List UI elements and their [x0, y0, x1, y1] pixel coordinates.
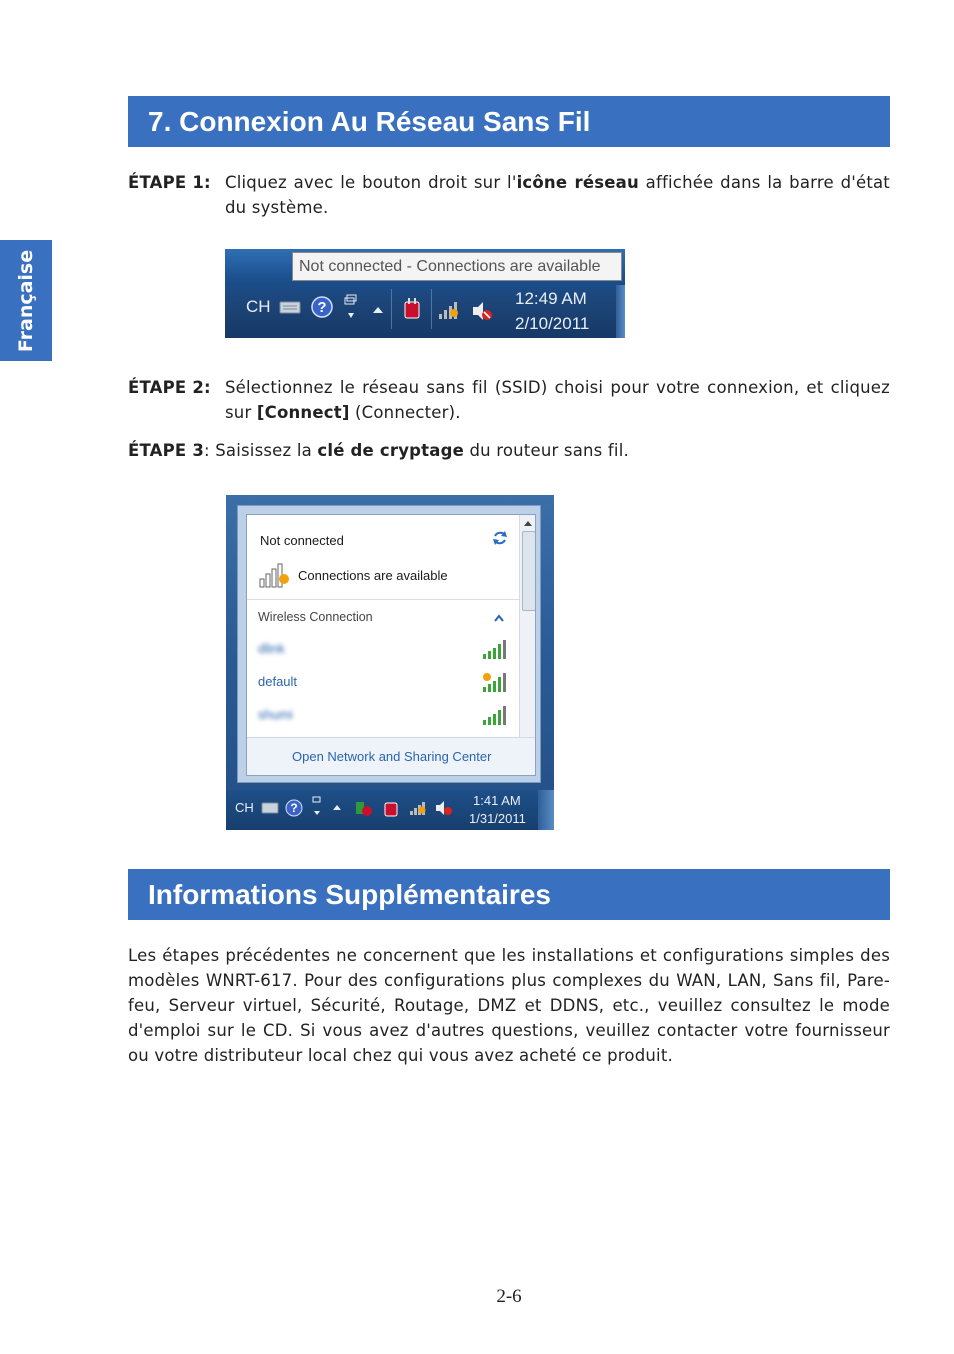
action-center-icon[interactable] [382, 798, 400, 818]
tray-time[interactable]: 12:49 AM [515, 289, 587, 308]
network-item-1[interactable] [247, 635, 519, 665]
section-title-connection: 7. Connexion Au Réseau Sans Fil [128, 96, 890, 147]
scrollbar[interactable] [519, 515, 536, 737]
keyboard-icon[interactable] [279, 299, 301, 315]
step-3 [128, 438, 890, 463]
wifi-signal-icon [481, 705, 507, 727]
network-name: shumi [258, 707, 293, 722]
screenshot-network-popup [226, 495, 554, 830]
help-icon[interactable] [284, 798, 304, 818]
show-desktop-button[interactable] [538, 790, 554, 830]
network-signal-icon[interactable] [437, 298, 463, 322]
step-1-text: Cliquez avec le bouton droit sur l'icône réseau affichée dans la barre d'état du système. [225, 173, 890, 217]
tray-language[interactable]: CH [235, 800, 254, 815]
volume-muted-icon[interactable] [434, 798, 454, 818]
window-switch-icon[interactable] [343, 293, 361, 321]
show-desktop-button[interactable] [616, 285, 625, 338]
network-popup [237, 505, 541, 783]
keyboard-icon[interactable] [261, 801, 279, 815]
network-item-3[interactable] [247, 701, 519, 731]
network-popup-content [246, 514, 536, 776]
section-title-additional-info: Informations Supplémentaires [128, 869, 890, 920]
taskbar [226, 790, 554, 830]
step-3-bold: clé de cryptage [317, 441, 465, 460]
language-tab-label: Française [15, 249, 37, 352]
popup-footer [247, 737, 536, 776]
network-item-2[interactable] [247, 668, 519, 698]
tray-language[interactable]: CH [246, 297, 271, 316]
security-icon[interactable] [352, 798, 374, 818]
step-2 [128, 375, 890, 425]
open-network-center-link[interactable]: Open Network and Sharing Center [292, 749, 492, 764]
wifi-signal-icon [481, 639, 507, 661]
step-1-bold: icône réseau [516, 173, 639, 192]
additional-info-paragraph: Les étapes précédentes ne concernent que les installations et configurations simples des modèles WNRT-617. Pour des configurations plus complexes du WAN, LAN, Sans fil, Pare-feu, Serveur virtuel, Sécurité, Routage, DMZ et DDNS, etc., veuillez consultez le mode d'emploi sur le CD. Si vous avez d'autres questions, veuillez contacter votre fournisseur ou votre distributeur local chez qui vous avez acheté ce produit. [128, 946, 890, 1065]
step-3-text: ÉTAPE 3: Saisissez la clé de cryptage du routeur sans fil. [128, 441, 629, 460]
step-3-label: ÉTAPE 3 [128, 441, 205, 460]
screenshot-taskbar-tooltip [225, 249, 625, 338]
tray-time[interactable]: 1:41 AM [473, 793, 521, 808]
page-number: 2-6 [496, 1286, 522, 1307]
chevron-up-icon[interactable] [332, 804, 342, 811]
status-title: Not connected [260, 533, 344, 548]
tray-date[interactable]: 2/10/2011 [515, 314, 590, 333]
scroll-up-icon[interactable] [523, 519, 533, 527]
step-2-label: ÉTAPE 2: [128, 378, 211, 397]
tooltip-not-connected: Not connected - Connections are available [292, 252, 622, 281]
wifi-signal-unsecured-icon [481, 672, 507, 696]
network-name: default [258, 674, 298, 689]
tray-date[interactable]: 1/31/2011 [469, 811, 526, 826]
tray-divider [391, 289, 392, 329]
language-tab [0, 240, 52, 361]
step-1-label: ÉTAPE 1: [128, 173, 211, 192]
collapse-chevron-icon[interactable] [493, 613, 505, 623]
step-2-text: Sélectionnez le réseau sans fil (SSID) choisi pour votre connexion, et cliquez sur [Connect] (Connecter). [225, 378, 890, 422]
chevron-up-icon[interactable] [372, 306, 384, 314]
status-subtitle: Connections are available [298, 568, 448, 583]
network-name: dlink [258, 641, 285, 656]
network-signal-icon[interactable] [408, 798, 430, 818]
svg-text:?: ? [290, 801, 298, 815]
step-2-bold: [Connect] [256, 403, 350, 422]
step-1 [128, 170, 890, 220]
scrollbar-thumb[interactable] [522, 531, 536, 611]
divider [247, 599, 519, 600]
window-switch-icon[interactable] [310, 795, 324, 819]
refresh-icon[interactable] [491, 529, 509, 547]
connections-available-icon [258, 559, 294, 589]
help-icon[interactable] [310, 295, 334, 319]
volume-muted-icon[interactable] [470, 299, 494, 323]
group-label: Wireless Connection [258, 610, 373, 624]
action-center-icon[interactable] [401, 296, 423, 322]
tray-divider-2 [431, 289, 432, 329]
svg-text:?: ? [317, 299, 327, 316]
